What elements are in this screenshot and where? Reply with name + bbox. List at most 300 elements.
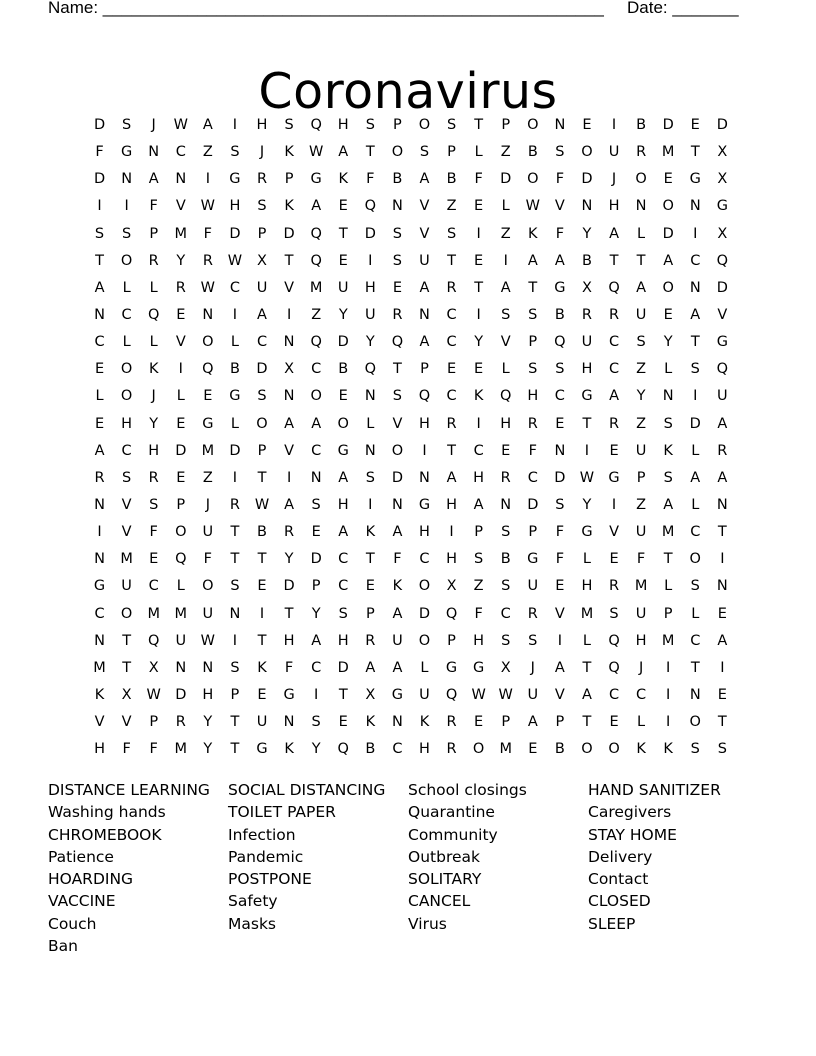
grid-letter: I bbox=[97, 198, 102, 215]
grid-letter: Z bbox=[473, 578, 484, 595]
grid-letter: B bbox=[527, 144, 538, 161]
grid-letter: A bbox=[690, 469, 701, 486]
grid-letter: E bbox=[176, 415, 186, 432]
grid-letter: S bbox=[311, 496, 321, 513]
grid-letter: P bbox=[284, 171, 294, 188]
grid-letter: K bbox=[284, 144, 294, 161]
grid-letter: P bbox=[447, 632, 456, 649]
grid-letter: U bbox=[392, 632, 403, 649]
grid-letter: P bbox=[149, 225, 159, 242]
grid-letter: N bbox=[716, 496, 728, 513]
grid-letter: G bbox=[93, 578, 106, 595]
grid-letter: Z bbox=[636, 496, 647, 513]
grid-letter: Z bbox=[446, 198, 457, 215]
grid-letter: N bbox=[500, 496, 512, 513]
grid-letter: I bbox=[666, 659, 671, 676]
grid-letter: S bbox=[284, 117, 294, 133]
grid-letter: I bbox=[232, 469, 238, 486]
grid-letter: I bbox=[286, 469, 292, 486]
grid-letter: C bbox=[690, 524, 701, 541]
grid-letter: H bbox=[121, 415, 133, 432]
grid-letter: S bbox=[501, 524, 511, 541]
grid-letter: H bbox=[337, 117, 349, 133]
grid-letter: D bbox=[500, 171, 512, 188]
grid-letter: E bbox=[690, 117, 700, 133]
grid-letter: C bbox=[473, 442, 484, 459]
grid-letter: O bbox=[310, 388, 322, 405]
grid-letter: K bbox=[94, 686, 105, 703]
grid-letter: C bbox=[311, 361, 322, 378]
grid-letter: T bbox=[609, 252, 619, 269]
grid-letter: H bbox=[419, 524, 430, 541]
grid-letter: G bbox=[716, 334, 728, 351]
grid-letter: V bbox=[392, 415, 403, 432]
grid-letter: B bbox=[365, 741, 376, 758]
grid-letter: K bbox=[148, 361, 159, 378]
grid-letter: A bbox=[527, 252, 538, 269]
grid-letter: G bbox=[229, 171, 241, 188]
grid-letter: G bbox=[418, 496, 431, 513]
grid-letter: U bbox=[635, 306, 647, 323]
grid-letter: G bbox=[608, 469, 620, 486]
grid-letter: P bbox=[663, 605, 673, 622]
grid-letter: W bbox=[173, 117, 188, 133]
grid-letter: I bbox=[232, 117, 238, 133]
grid-letter: K bbox=[663, 442, 673, 459]
grid-letter: N bbox=[689, 198, 701, 215]
grid-letter: K bbox=[419, 714, 430, 731]
grid-letter: S bbox=[474, 551, 484, 568]
grid-letter: F bbox=[203, 225, 213, 242]
grid-letter: M bbox=[661, 144, 675, 161]
grid-letter: U bbox=[635, 442, 647, 459]
grid-letter: T bbox=[122, 632, 132, 649]
grid-row bbox=[86, 113, 736, 140]
grid-letter: U bbox=[202, 605, 214, 622]
grid-letter: H bbox=[229, 198, 241, 215]
grid-letter: W bbox=[579, 469, 595, 486]
grid-letter: E bbox=[555, 578, 565, 595]
grid-letter: N bbox=[283, 714, 295, 731]
grid-letter: T bbox=[284, 252, 294, 269]
grid-letter: U bbox=[256, 714, 268, 731]
grid-letter: Q bbox=[310, 117, 322, 133]
grid-letter: J bbox=[530, 659, 535, 676]
grid-letter: Q bbox=[445, 605, 458, 622]
grid-letter: C bbox=[690, 632, 701, 649]
grid-letter: H bbox=[419, 741, 430, 758]
grid-letter: W bbox=[200, 279, 216, 296]
grid-letter: H bbox=[446, 496, 457, 513]
grid-letter: G bbox=[716, 198, 728, 215]
grid-letter: V bbox=[419, 225, 430, 242]
grid-letter: L bbox=[474, 144, 483, 161]
grid-letter: R bbox=[94, 469, 105, 486]
grid-letter: W bbox=[146, 686, 161, 703]
grid-row bbox=[86, 547, 736, 574]
grid-letter: E bbox=[717, 686, 727, 703]
grid-letter: G bbox=[120, 144, 133, 161]
grid-letter: H bbox=[148, 442, 160, 459]
grid-letter: I bbox=[449, 524, 454, 541]
grid-letter: T bbox=[230, 714, 240, 731]
grid-letter: R bbox=[175, 714, 186, 731]
grid-letter: C bbox=[446, 306, 457, 323]
grid-letter: V bbox=[554, 686, 565, 703]
grid-letter: E bbox=[257, 578, 267, 595]
grid-letter: A bbox=[581, 686, 592, 703]
word-list-item: Caregivers bbox=[588, 803, 672, 822]
grid-letter: E bbox=[609, 714, 619, 731]
grid-letter: S bbox=[257, 388, 267, 405]
grid-letter: T bbox=[257, 469, 267, 486]
grid-letter: R bbox=[608, 415, 620, 432]
grid-letter: Q bbox=[716, 361, 729, 378]
grid-letter: T bbox=[528, 279, 538, 296]
grid-letter: T bbox=[95, 252, 104, 269]
grid-letter: S bbox=[392, 388, 402, 405]
grid-letter: A bbox=[419, 334, 430, 351]
grid-letter: A bbox=[365, 659, 376, 676]
grid-letter: F bbox=[636, 551, 646, 568]
grid-row bbox=[86, 602, 736, 629]
grid-letter: S bbox=[446, 225, 457, 242]
grid-row bbox=[86, 466, 736, 493]
grid-letter: E bbox=[446, 361, 457, 378]
grid-letter: K bbox=[392, 578, 403, 595]
grid-letter: R bbox=[581, 306, 592, 323]
grid-letter: S bbox=[690, 578, 700, 595]
grid-letter: Y bbox=[203, 714, 213, 731]
grid-row bbox=[86, 412, 736, 439]
grid-letter: M bbox=[201, 442, 215, 459]
grid-letter: R bbox=[636, 144, 647, 161]
grid-row bbox=[86, 737, 736, 764]
grid-letter: O bbox=[391, 144, 404, 161]
grid-letter: C bbox=[94, 605, 105, 622]
grid-letter: C bbox=[392, 741, 403, 758]
word-list-item: School closings bbox=[408, 781, 527, 799]
grid-letter: E bbox=[663, 306, 673, 323]
grid-letter: N bbox=[175, 171, 187, 188]
grid-letter: O bbox=[175, 524, 187, 541]
word-list-item: Couch bbox=[48, 914, 97, 933]
letter-grid bbox=[86, 113, 736, 764]
grid-letter: R bbox=[446, 415, 457, 432]
grid-letter: Y bbox=[636, 388, 646, 405]
grid-letter: P bbox=[176, 496, 186, 513]
grid-letter: T bbox=[582, 714, 592, 731]
grid-letter: X bbox=[284, 361, 295, 378]
grid-letter: I bbox=[232, 306, 238, 323]
grid-letter: T bbox=[338, 686, 348, 703]
grid-letter: L bbox=[582, 632, 591, 649]
grid-letter: S bbox=[501, 632, 511, 649]
word-list-item: Virus bbox=[408, 914, 447, 933]
word-list-item: Masks bbox=[228, 914, 276, 933]
grid-letter: U bbox=[717, 388, 728, 405]
grid-letter: U bbox=[256, 279, 268, 296]
grid-letter: S bbox=[122, 225, 132, 242]
grid-letter: S bbox=[528, 361, 538, 378]
grid-letter: P bbox=[257, 442, 267, 459]
grid-letter: C bbox=[446, 334, 457, 351]
grid-row bbox=[86, 330, 736, 357]
grid-letter: K bbox=[257, 659, 267, 676]
grid-letter: S bbox=[690, 741, 700, 758]
grid-letter: J bbox=[638, 659, 644, 676]
grid-letter: R bbox=[148, 469, 159, 486]
grid-letter: Y bbox=[149, 415, 159, 432]
grid-letter: A bbox=[690, 306, 701, 323]
grid-letter: I bbox=[584, 442, 590, 459]
grid-letter: Q bbox=[175, 551, 187, 568]
word-list-item: STAY HOME bbox=[588, 825, 677, 844]
grid-letter: S bbox=[446, 117, 457, 133]
grid-letter: I bbox=[368, 496, 373, 513]
grid-letter: A bbox=[94, 442, 105, 459]
grid-letter: K bbox=[284, 741, 294, 758]
grid-letter: H bbox=[527, 388, 539, 405]
word-list-item: Quarantine bbox=[408, 803, 495, 822]
grid-letter: I bbox=[368, 252, 373, 269]
grid-letter: P bbox=[230, 686, 240, 703]
grid-letter: C bbox=[608, 686, 620, 703]
grid-letter: K bbox=[636, 741, 646, 758]
grid-letter: M bbox=[634, 578, 648, 595]
grid-letter: I bbox=[232, 632, 238, 649]
grid-letter: L bbox=[582, 551, 591, 568]
date-field-label: Date: _______ bbox=[627, 0, 739, 17]
grid-row bbox=[86, 384, 736, 411]
grid-letter: B bbox=[446, 171, 457, 188]
grid-letter: U bbox=[608, 144, 620, 161]
grid-letter: E bbox=[392, 279, 402, 296]
grid-letter: L bbox=[122, 334, 131, 351]
grid-letter: P bbox=[528, 524, 538, 541]
grid-letter: M bbox=[499, 741, 512, 758]
grid-letter: C bbox=[608, 334, 620, 351]
grid-letter: U bbox=[527, 578, 539, 595]
grid-letter: O bbox=[391, 442, 404, 459]
grid-letter: I bbox=[693, 225, 698, 242]
grid-letter: A bbox=[284, 415, 295, 432]
grid-letter: S bbox=[690, 361, 700, 378]
grid-letter: C bbox=[636, 686, 647, 703]
grid-letter: F bbox=[122, 741, 131, 758]
grid-letter: N bbox=[419, 469, 430, 486]
grid-letter: M bbox=[120, 551, 133, 568]
grid-letter: D bbox=[229, 442, 241, 459]
grid-letter: S bbox=[528, 632, 538, 649]
grid-letter: E bbox=[717, 605, 727, 622]
grid-letter: S bbox=[717, 741, 727, 758]
grid-letter: Y bbox=[176, 252, 186, 269]
grid-letter: L bbox=[95, 388, 104, 405]
grid-letter: B bbox=[636, 117, 647, 133]
grid-letter: R bbox=[256, 171, 268, 188]
grid-letter: F bbox=[528, 442, 537, 459]
grid-letter: O bbox=[662, 279, 674, 296]
grid-letter: U bbox=[175, 632, 187, 649]
grid-letter: B bbox=[229, 361, 240, 378]
grid-letter: H bbox=[337, 496, 349, 513]
grid-letter: F bbox=[149, 198, 158, 215]
grid-row bbox=[86, 493, 736, 520]
grid-letter: R bbox=[608, 306, 620, 323]
grid-letter: A bbox=[392, 524, 403, 541]
grid-letter: G bbox=[581, 388, 593, 405]
grid-letter: E bbox=[609, 551, 619, 568]
grid-letter: H bbox=[473, 632, 485, 649]
grid-letter: T bbox=[338, 225, 348, 242]
grid-letter: V bbox=[121, 714, 132, 731]
grid-letter: O bbox=[120, 361, 133, 378]
grid-letter: U bbox=[635, 605, 647, 622]
grid-letter: V bbox=[500, 334, 511, 351]
grid-letter: O bbox=[202, 578, 214, 595]
grid-letter: M bbox=[174, 741, 188, 758]
grid-letter: S bbox=[311, 714, 321, 731]
grid-letter: N bbox=[94, 496, 105, 513]
grid-letter: Q bbox=[391, 334, 404, 351]
grid-letter: A bbox=[554, 659, 565, 676]
grid-letter: N bbox=[581, 198, 593, 215]
word-list-item: HAND SANITIZER bbox=[588, 781, 721, 799]
grid-letter: Y bbox=[203, 741, 213, 758]
grid-letter: T bbox=[474, 279, 484, 296]
grid-row bbox=[86, 357, 736, 384]
grid-letter: T bbox=[717, 714, 727, 731]
grid-letter: G bbox=[527, 551, 539, 568]
grid-letter: A bbox=[338, 524, 349, 541]
grid-letter: W bbox=[200, 198, 216, 215]
grid-letter: S bbox=[663, 415, 673, 432]
grid-letter: A bbox=[717, 415, 728, 432]
grid-letter: N bbox=[391, 714, 403, 731]
grid-letter: P bbox=[420, 361, 429, 378]
grid-letter: T bbox=[690, 659, 700, 676]
word-list-item: Safety bbox=[228, 892, 278, 911]
grid-letter: L bbox=[149, 279, 158, 296]
name-field-label: Name: _____________________________________________________ bbox=[48, 0, 604, 17]
grid-letter: C bbox=[311, 659, 322, 676]
grid-letter: A bbox=[500, 279, 511, 296]
grid-letter: S bbox=[122, 117, 132, 133]
word-list-item: CANCEL bbox=[408, 892, 471, 911]
grid-letter: H bbox=[581, 578, 593, 595]
grid-row bbox=[86, 194, 736, 221]
grid-letter: V bbox=[284, 279, 295, 296]
grid-letter: F bbox=[555, 551, 565, 568]
grid-letter: H bbox=[581, 361, 593, 378]
grid-letter: N bbox=[364, 388, 376, 405]
grid-letter: W bbox=[254, 496, 270, 513]
grid-letter: T bbox=[365, 144, 375, 161]
grid-letter: P bbox=[501, 714, 511, 731]
grid-letter: R bbox=[202, 252, 213, 269]
grid-letter: S bbox=[636, 334, 646, 351]
grid-letter: L bbox=[420, 659, 429, 676]
grid-letter: I bbox=[97, 524, 102, 541]
grid-letter: X bbox=[500, 659, 511, 676]
grid-letter: T bbox=[257, 551, 267, 568]
grid-letter: C bbox=[500, 605, 511, 622]
grid-letter: D bbox=[283, 225, 295, 242]
grid-letter: N bbox=[554, 117, 566, 133]
grid-letter: B bbox=[581, 252, 592, 269]
grid-letter: F bbox=[95, 144, 104, 161]
grid-letter: N bbox=[419, 306, 430, 323]
grid-row bbox=[86, 656, 736, 683]
grid-letter: U bbox=[121, 578, 132, 595]
word-list-item: CLOSED bbox=[588, 892, 651, 911]
grid-letter: O bbox=[418, 578, 431, 595]
grid-letter: R bbox=[392, 306, 403, 323]
grid-letter: G bbox=[256, 741, 268, 758]
grid-letter: G bbox=[554, 279, 566, 296]
word-list-item: Washing hands bbox=[48, 803, 166, 822]
word-list-item: SLEEP bbox=[588, 914, 636, 933]
grid-letter: L bbox=[691, 605, 700, 622]
grid-letter: U bbox=[527, 686, 539, 703]
grid-letter: C bbox=[690, 252, 701, 269]
grid-letter: D bbox=[229, 225, 241, 242]
grid-letter: I bbox=[720, 659, 725, 676]
grid-letter: M bbox=[174, 605, 188, 622]
grid-letter: S bbox=[338, 605, 348, 622]
grid-letter: B bbox=[338, 361, 349, 378]
grid-letter: Q bbox=[608, 659, 620, 676]
grid-letter: T bbox=[447, 442, 456, 459]
grid-letter: D bbox=[527, 496, 539, 513]
grid-letter: V bbox=[94, 714, 105, 731]
grid-letter: T bbox=[582, 659, 592, 676]
grid-letter: A bbox=[392, 605, 403, 622]
grid-letter: R bbox=[527, 415, 538, 432]
grid-letter: Z bbox=[636, 415, 647, 432]
grid-letter: E bbox=[94, 415, 105, 432]
grid-letter: C bbox=[338, 551, 349, 568]
grid-letter: E bbox=[338, 388, 348, 405]
grid-letter: F bbox=[474, 171, 483, 188]
grid-letter: V bbox=[554, 605, 565, 622]
grid-letter: R bbox=[284, 524, 295, 541]
grid-letter: L bbox=[176, 388, 185, 405]
grid-letter: T bbox=[717, 524, 727, 541]
grid-letter: F bbox=[555, 225, 565, 242]
grid-letter: E bbox=[474, 252, 484, 269]
grid-letter: Z bbox=[500, 225, 511, 242]
grid-letter: G bbox=[391, 686, 404, 703]
grid-letter: T bbox=[447, 252, 456, 269]
grid-letter: H bbox=[337, 632, 349, 649]
grid-letter: O bbox=[527, 117, 539, 133]
grid-letter: T bbox=[284, 605, 294, 622]
grid-letter: I bbox=[666, 686, 671, 703]
grid-letter: I bbox=[476, 225, 481, 242]
grid-letter: X bbox=[148, 659, 159, 676]
grid-letter: L bbox=[230, 415, 239, 432]
grid-letter: T bbox=[230, 551, 240, 568]
grid-letter: I bbox=[720, 551, 725, 568]
grid-letter: U bbox=[419, 686, 430, 703]
grid-letter: N bbox=[148, 144, 160, 161]
grid-letter: H bbox=[635, 632, 647, 649]
grid-letter: I bbox=[314, 686, 319, 703]
grid-letter: C bbox=[94, 334, 105, 351]
grid-letter: A bbox=[392, 659, 403, 676]
